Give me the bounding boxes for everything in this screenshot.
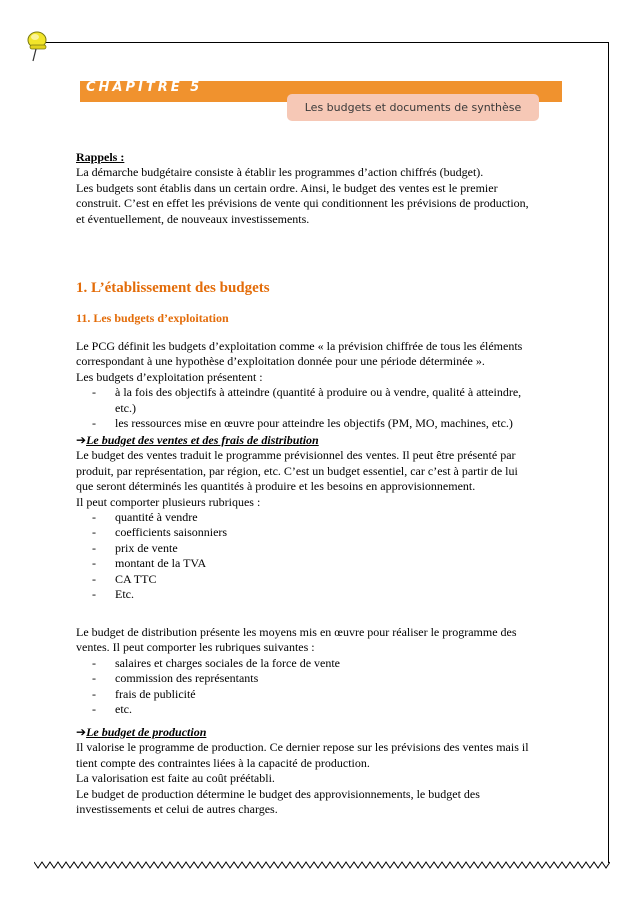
chapter-title-tab: Les budgets et documents de synthèse bbox=[287, 94, 539, 121]
paragraph-line: Le budget de distribution présente les moyens mis en œuvre pour réaliser le programme des bbox=[76, 625, 517, 639]
list-item: - les ressources mise en œuvre pour atteindre les objectifs (PM, MO, machines, etc.) bbox=[76, 416, 576, 431]
ventes-rubriques-list bbox=[76, 510, 576, 602]
rappels-line: et éventuellement, de nouveaux investissements. bbox=[76, 211, 310, 226]
subsection-heading: 11. Les budgets d’exploitation bbox=[76, 311, 229, 325]
paragraph-line: La valorisation est faite au coût préétabli. bbox=[76, 771, 275, 786]
paragraph-line: investissements et celui de autres charges. bbox=[76, 802, 278, 817]
paragraph-line: Le budget des ventes traduit le programme prévisionnel des ventes. Il peut être présenté par bbox=[76, 448, 516, 463]
exploitation-block bbox=[76, 339, 576, 431]
list-item: - quantité à vendre bbox=[76, 510, 576, 525]
section-heading: 1. L’établissement des budgets bbox=[76, 280, 270, 296]
list-item: - etc. bbox=[76, 702, 576, 717]
rappels-line: La démarche budgétaire consiste à établir les programmes d’action chiffrés (budget). bbox=[76, 165, 484, 180]
rappels-title: Rappels : bbox=[76, 150, 125, 164]
zigzag-border bbox=[34, 852, 610, 872]
list-item: - salaires et charges sociales de la force de vente bbox=[76, 656, 576, 671]
paragraph-line: Il peut comporter plusieurs rubriques : bbox=[76, 494, 261, 509]
production-block bbox=[76, 725, 576, 817]
list-item: - montant de la TVA bbox=[76, 556, 576, 571]
list-item: - coefficients saisonniers bbox=[76, 525, 576, 540]
list-item: - Etc. bbox=[76, 587, 576, 602]
paragraph-line: correspondant à une hypothèse d’exploitation donnée pour une période déterminée ». bbox=[76, 354, 485, 369]
rappels-line: construit. C’est en effet les prévisions de vente qui conditionnent les prévisions de production, bbox=[76, 196, 529, 211]
list-item: - frais de publicité bbox=[76, 687, 576, 702]
chapter-label: CHAPITRE 5 bbox=[86, 80, 203, 95]
objectives-list bbox=[76, 385, 576, 431]
paragraph-line: Il valorise le programme de production. Ce dernier repose sur les prévisions des ventes mais il bbox=[76, 740, 529, 755]
ventes-title: Le budget des ventes et des frais de distribution bbox=[86, 433, 319, 447]
arrow-right-icon: ➔ bbox=[76, 725, 87, 739]
paragraph-line: Le PCG définit les budgets d’exploitation comme « la prévision chiffrée de tous les éléments bbox=[76, 339, 523, 353]
rappels-line: Les budgets sont établis dans un certain ordre. Ainsi, le budget des ventes est le premier bbox=[76, 180, 498, 195]
paragraph-line: produit, par représentation, par région, etc. C’est un budget essentiel, car c’est à partir de lui bbox=[76, 463, 518, 478]
paragraph-line: tient compte des contraintes liées à la capacité de production. bbox=[76, 755, 370, 770]
list-item: - CA TTC bbox=[76, 572, 576, 587]
list-item: - à la fois des objectifs à atteindre (quantité à produire ou à vendre, qualité à atteindre, etc.) bbox=[76, 385, 576, 416]
paragraph-line: que seront déterminés les quantités à produire et les besoins en approvisionnement. bbox=[76, 479, 476, 494]
production-title: Le budget de production bbox=[86, 725, 207, 739]
arrow-right-icon: ➔ bbox=[76, 433, 87, 447]
paragraph-line: Le budget de production détermine le budget des approvisionnements, le budget des bbox=[76, 786, 480, 801]
pushpin-icon bbox=[24, 28, 54, 62]
distribution-rubriques-list bbox=[76, 656, 576, 718]
paragraph-line: ventes. Il peut comporter les rubriques suivantes : bbox=[76, 640, 315, 655]
list-item: - prix de vente bbox=[76, 541, 576, 556]
rappels-block bbox=[76, 150, 576, 227]
paragraph-line: Les budgets d’exploitation présentent : bbox=[76, 369, 263, 384]
list-item: - commission des représentants bbox=[76, 671, 576, 686]
ventes-block bbox=[76, 433, 576, 602]
distribution-block bbox=[76, 625, 576, 717]
